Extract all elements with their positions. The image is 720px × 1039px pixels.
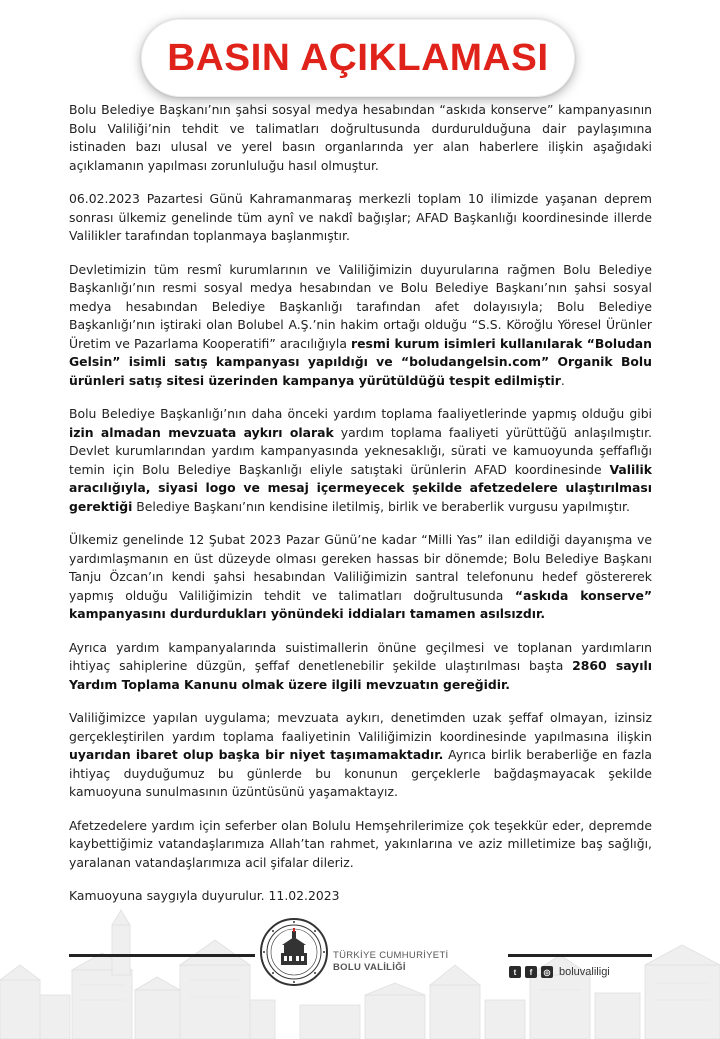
body-text: yardım toplama faaliyeti yürüttüğü anlaşılmıştır. Devlet kurumlarından yardım kampanyasında yeknesaklığı, sürati ve kamuoyunda şeffaflığı temin için Bolu Belediye Başkanlığı eliyle satıştaki ürünlerin AFAD koordinesinde	[69, 424, 652, 477]
body-text: 06.02.2023 Pazartesi Günü Kahramanmaraş merkezli toplam 10 ilimizde yaşanan deprem sonrası ülkemiz genelinde tüm aynî ve nakdî bağışlar; AFAD Başkanlığı koordinesinde illerde Valilikler tarafından toplanmaya başlanmıştır.	[69, 191, 652, 243]
body-text: Bolu Belediye Başkanı’nın şahsi sosyal medya hesabından “askıda konserve” kampanyasının Bolu Valiliği’nin tehdit ve talimatları doğrultusunda durdurulduğuna dair paylaşımına istinaden bazı ulusal ve yerel basın organlarında yer alan haberlere ilişkin aşağıdaki açıklamanın yapılması zorunluluğu hasıl olmuştur.	[69, 102, 652, 173]
paragraph	[69, 261, 652, 391]
body-text: Kamuoyuna saygıyla duyurulur. 11.02.2023	[69, 888, 340, 903]
paragraph	[69, 709, 652, 802]
body-text: Devletimizin tüm resmî kurumlarının ve Valiliğimizin duyurularına rağmen Bolu Belediye Başkanlığı’nın resmi sosyal medya hesabından ve Bolu Belediye Başkanı’nın şahsi sosyal medya hesabından Belediye Başkanlığı tarafından afet dolayısıyla; Bolu Belediye Başkanlığı’nın iştiraki olan Bolubel A.Ş.’nin hakim ortağı olduğu “S.S. Köroğlu Yöresel Ürünler Üretim ve Pazarlama Kooperatifi” aracılığıyla	[69, 261, 652, 351]
body-text: Valiliğimizce yapılan uygulama; mevzuata aykırı, denetimden uzak şeffaf olmayan, izinsiz gerçekleştirilen yardım toplama faaliyetinin Valiliğimizin koordinesinde yapılmasına ilişkin	[69, 710, 652, 744]
social-handle[interactable]: boluvaliligi	[559, 966, 610, 978]
body-text: Ülkemiz genelinde 12 Şubat 2023 Pazar Günü’ne kadar “Milli Yas” ilan edildiği dayanışma ve yardımlaşmanın en üst düzeyde olması gereken hassas bir dönemde; Bolu Belediye Başkanı Tanju Özcan’ın kendi şahsi hesabından Valiliğimizin santral telefonunu hedef göstererek yapmış olduğu Valiliğimizin tehdit ve talimatları doğrultusunda	[69, 532, 652, 603]
emphasis-text: 2860 sayılı Yardım Toplama Kanunu olmak üzere ilgili mevzuatın gereğidir.	[69, 658, 652, 692]
org-line-2: BOLU VALİLİĞİ	[333, 962, 406, 973]
emphasis-text: resmi kurum isimleri kullanılarak “Boludan Gelsin” isimli satış kampanyası yapıldığı ve “boludangelsin.com” Organik Bolu ürünleri satış sitesi üzerinden kampanya yürütüldüğü tespit edilmiştir	[69, 335, 652, 388]
footer-divider-left	[69, 954, 255, 957]
twitter-icon[interactable]: t	[509, 966, 521, 978]
page-title: BASIN AÇIKLAMASI	[167, 36, 549, 79]
press-release-body	[69, 101, 652, 921]
emphasis-text: “askıda konserve” kampanyasını durdurdukları yönündeki iddiaları tamamen asılsızdır.	[69, 587, 652, 621]
footer	[0, 905, 720, 1039]
instagram-icon[interactable]: ◎	[541, 966, 553, 978]
body-text: Ayrıca birlik beraberliğe en fazla ihtiyaç duyduğumuz bu günlerde bu konunun gerçeklerle bağdaşmayacak şekilde kamuoyuna sunulmasının üzüntüsünü yaşamaktayız.	[69, 747, 652, 799]
emphasis-text: Valilik aracılığıyla, siyasi logo ve mesaj içermeyecek şekilde afetzedelere ulaştırılması gerektiği	[69, 461, 652, 514]
paragraph	[69, 639, 652, 695]
org-line-1: TÜRKİYE CUMHURİYETİ	[333, 950, 449, 961]
social-links	[509, 966, 610, 978]
facebook-icon[interactable]: f	[525, 966, 537, 978]
paragraph	[69, 817, 652, 873]
paragraph	[69, 190, 652, 246]
paragraph	[69, 405, 652, 516]
body-text: Belediye Başkanı’nın kendisine iletilmiş, birlik ve beraberlik vurgusu yapılmıştır.	[132, 498, 630, 514]
footer-divider-right	[508, 954, 652, 957]
body-text: Ayrıca yardım kampanyalarında suistimallerin önüne geçilmesi ve toplanan yardımların ihtiyaç sahiplerine düzgün, şeffaf denetlenebilir şekilde ulaştırılması başta	[69, 639, 652, 673]
emphasis-text: izin almadan mevzuata aykırı olarak	[69, 424, 334, 440]
paragraph	[69, 531, 652, 624]
bolu-valiligi-seal-icon	[259, 917, 329, 987]
organization-name	[333, 950, 448, 974]
body-text: Bolu Belediye Başkanlığı’nın daha önceki yardım toplama faaliyetlerinde yapmış olduğu gibi	[69, 406, 652, 421]
emphasis-text: uyarıdan ibaret olup başka bir niyet taşımamaktadır.	[69, 747, 444, 762]
body-text: .	[560, 372, 565, 388]
paragraph	[69, 887, 652, 906]
title-banner	[142, 20, 574, 96]
body-text: Afetzedelere yardım için seferber olan Bolulu Hemşehrilerimize çok teşekkür eder, depremde kaybettiğimiz vatandaşlarımıza Allah’tan rahmet, yakınlarına ve aziz milletimize baş sağlığı, yaralanan vatandaşlarımıza acil şifalar dileriz.	[69, 817, 652, 870]
paragraph	[69, 101, 652, 175]
